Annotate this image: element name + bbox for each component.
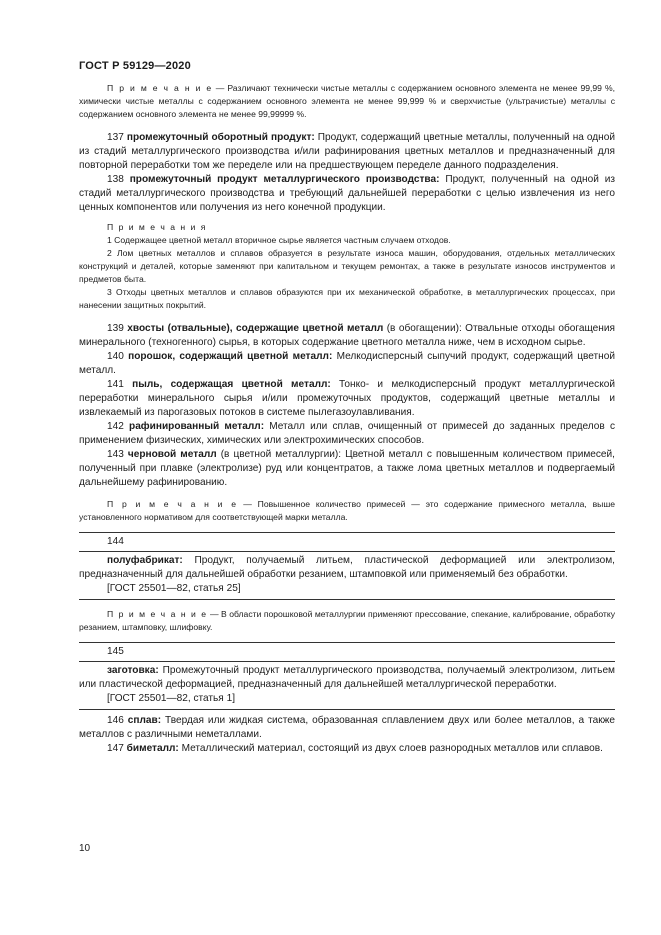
page-number: 10 — [79, 843, 91, 854]
term-title: промежуточный оборотный продукт: — [126, 132, 315, 143]
note-item: 1 Содержащее цветной металл вторичное сырье является частным случаем отходов. — [107, 235, 451, 245]
term-definition: (в цветной металлургии): Цветной металл с повышенным количеством примесей, полученный при плавке (электролизе) руд или концентратов, а также лома цветных металлов и подвергаемый дальнейшему рафинированию. — [79, 449, 615, 488]
term-definition: Продукт, содержащий цветные металлы, полученный на одной из стадий металлургического производства и/или рафинирования цветных металлов и предназначенный для повторной переработки том же переделе или на предшествующем переделе данного подразделения. — [79, 132, 615, 171]
note-144 — [79, 608, 615, 634]
note-item: 3 Отходы цветных металлов и сплавов образуются при их механической обработке, в металлургических процессах, при нанесении защитных покрытий. — [79, 287, 615, 310]
term-number: 138 — [107, 174, 130, 185]
term-title: биметалл: — [126, 743, 179, 754]
term-number: 142 — [107, 421, 130, 432]
note-136 — [79, 82, 615, 121]
term-definition: Продукт, получаемый литьем, пластической деформацией или электролизом, предназначенный для дальнейшей обработки резанием, штамповкой или применяемый без обработки. — [79, 555, 615, 580]
term-title: заготовка: — [107, 665, 159, 676]
term-source: [ГОСТ 25501—82, статья 25] — [107, 583, 241, 594]
term-139 — [79, 322, 615, 350]
note-143 — [79, 498, 615, 524]
term-title: рафинированный металл: — [129, 421, 265, 432]
note-item: 2 Лом цветных металлов и сплавов образуется в результате износа машин, оборудования, отдельных металлических конструкций и деталей, которые заменяют при капитальном и текущем ремонтах, а также в результате износов инструментов и предметов быта. — [79, 248, 615, 284]
note-label: П р и м е ч а н и е — [107, 609, 208, 619]
term-title: черновой металл — [127, 449, 217, 460]
term-title: порошок, содержащий цветной металл: — [128, 351, 333, 362]
document-body — [79, 82, 615, 756]
term-definition: Продукт, полученный на одной из стадий металлургического производства и требующий дальнейшей переработки с целью извлечения из него ценных компонентов или получения из него конечной продукции. — [79, 174, 615, 213]
term-145-number: 145 — [79, 642, 615, 662]
term-definition: Мелкодисперсный сыпучий продукт, содержащий цветной металл. — [79, 351, 615, 376]
term-source: [ГОСТ 25501—82, статья 1] — [107, 693, 235, 704]
notes-138 — [79, 221, 615, 312]
term-number: 143 — [107, 449, 128, 460]
term-definition: Твердая или жидкая система, образованная сплавлением двух или более металлов, а также металлов с различными неметаллами. — [79, 715, 615, 740]
term-title: пыль, содержащая цветной металл: — [132, 379, 331, 390]
term-definition: Металл или сплав, очищенный от примесей до заданных пределов с применением физических, химических или электрохимических способов. — [79, 421, 615, 446]
term-title: полуфабрикат: — [107, 555, 183, 566]
term-138 — [79, 173, 615, 215]
term-146 — [79, 714, 615, 742]
term-137 — [79, 131, 615, 173]
term-definition: Металлический материал, состоящий из двух слоев разнородных металлов или сплавов. — [178, 743, 603, 754]
term-143 — [79, 448, 615, 490]
term-number: 139 — [107, 323, 128, 334]
note-label: П р и м е ч а н и е — [107, 499, 238, 509]
term-147 — [79, 742, 615, 756]
term-141 — [79, 378, 615, 420]
note-text: — Повышенное количество примесей — это содержание примесного металла, выше установленного нормативом для соответствующей марки металла. — [79, 499, 615, 522]
note-text: — В области порошковой металлургии применяют прессование, спекание, калибрование, обработку резанием, штамповку, шлифовку. — [79, 609, 616, 632]
term-title: сплав: — [127, 715, 162, 726]
notes-label: П р и м е ч а н и я — [107, 222, 207, 232]
term-145-definition — [79, 662, 615, 710]
term-definition: (в обогащении): Отвальные отходы обогащения минерального (техногенного) сырья, в которых содержание цветного металла ниже, чем в исходном сырье. — [79, 323, 615, 348]
term-definition: Промежуточный продукт металлургического производства, получаемый электролизом, литьем или пластической деформацией, предназначенный для дальнейшей металлургической переработки. — [79, 665, 615, 690]
term-number: 147 — [107, 743, 127, 754]
note-text: — Различают технически чистые металлы с содержанием основного элемента не менее 99,99 %, химически чистые металлы с содержанием основного элемента не менее 99,999 % и сверхчистые (ультрачистые) металлы с содержанием основного элемента не менее 99,99999 %. — [79, 83, 616, 119]
note-label: П р и м е ч а н и е — [107, 83, 213, 93]
term-definition: Тонко- и мелкодисперсный продукт металлургической переработки минерального сырья и/или промежуточных продуктов, содержащий цветные металлы и извлекаемый из парогазовых потоков в системе пылегазоулавливания. — [79, 379, 615, 418]
term-title: хвосты (отвальные), содержащие цветной металл — [127, 323, 384, 334]
term-number: 141 — [107, 379, 133, 390]
term-number: 146 — [107, 715, 128, 726]
term-number: 140 — [107, 351, 129, 362]
term-title: промежуточный продукт металлургического производства: — [129, 174, 440, 185]
term-140 — [79, 350, 615, 378]
term-144-definition — [79, 552, 615, 600]
term-144-number: 144 — [79, 532, 615, 552]
term-number: 137 — [107, 132, 127, 143]
document-header: ГОСТ Р 59129—2020 — [79, 60, 191, 72]
term-142 — [79, 420, 615, 448]
